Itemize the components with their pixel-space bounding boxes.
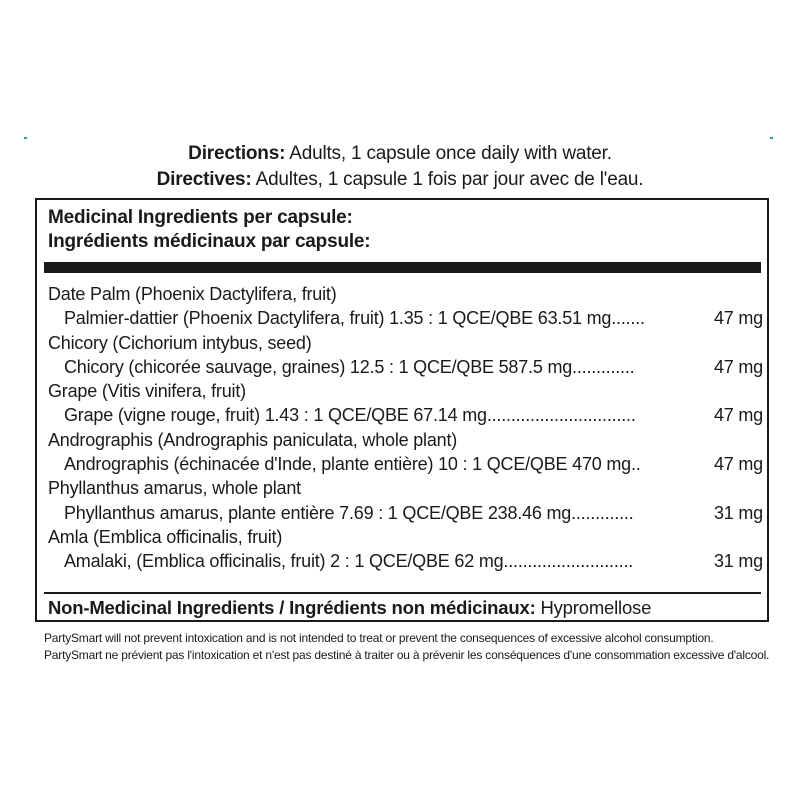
disclaimer-fr: PartySmart ne prévient pas l'intoxication et n'est pas destiné à traiter ou à prévenir les conséquences d'une consommation excessive d'alcool. bbox=[44, 648, 770, 662]
ingredient-desc: Grape (vigne rouge, fruit) 1.43 : 1 QCE/QBE 67.14 mg............................... bbox=[64, 405, 636, 426]
ingredient-amount: 31 mg bbox=[713, 551, 763, 572]
list-item bbox=[48, 379, 763, 428]
directions-fr-label: Directives: bbox=[156, 169, 252, 190]
ingredient-desc: Amalaki, (Emblica officinalis, fruit) 2 : 1 QCE/QBE 62 mg........................... bbox=[64, 551, 634, 572]
ingredient-desc: Andrographis (échinacée d'Inde, plante entière) 10 : 1 QCE/QBE 470 mg.. bbox=[64, 454, 641, 475]
ingredient-detail bbox=[48, 403, 763, 427]
list-item bbox=[48, 282, 763, 331]
disclaimer bbox=[44, 630, 774, 664]
directions-en-text: Adults, 1 capsule once daily with water. bbox=[285, 143, 612, 164]
ingredient-name: Date Palm (Phoenix Dactylifera, fruit) bbox=[48, 284, 337, 304]
ingredient-name: Amla (Emblica officinalis, fruit) bbox=[48, 526, 283, 547]
list-item bbox=[48, 428, 763, 477]
heading-fr: Ingrédients médicinaux par capsule: bbox=[48, 231, 371, 252]
ingredient-name: Phyllanthus amarus, whole plant bbox=[48, 478, 301, 499]
directions-en bbox=[0, 142, 800, 166]
directions-fr-text: Adultes, 1 capsule 1 fois par jour avec de l'eau. bbox=[251, 169, 644, 190]
directions-en-label: Directions: bbox=[188, 143, 286, 164]
corner-mark-right bbox=[770, 137, 773, 139]
directions-fr bbox=[0, 168, 800, 192]
non-medicinal-label: Non-Medicinal Ingredients / Ingrédients non médicinaux: bbox=[48, 597, 536, 618]
ingredient-detail bbox=[48, 501, 763, 525]
ingredient-name: Chicory (Cichorium intybus, seed) bbox=[48, 332, 312, 353]
ingredient-amount: 47 mg bbox=[713, 405, 763, 426]
ingredient-name: Grape (Vitis vinifera, fruit) bbox=[48, 381, 246, 402]
ingredients-panel bbox=[35, 198, 769, 622]
thick-divider bbox=[44, 262, 761, 273]
ingredient-detail bbox=[48, 452, 763, 476]
disclaimer-en: PartySmart will not prevent intoxication and is not intended to treat or prevent the consequences of excessive alcohol consumption. bbox=[44, 631, 714, 645]
ingredient-detail bbox=[48, 355, 763, 379]
non-medicinal-ingredients bbox=[48, 596, 651, 620]
ingredient-amount: 47 mg bbox=[713, 454, 763, 475]
ingredient-desc: Chicory (chicorée sauvage, graines) 12.5 : 1 QCE/QBE 587.5 mg............. bbox=[64, 356, 635, 377]
list-item bbox=[48, 331, 763, 380]
heading-en: Medicinal Ingredients per capsule: bbox=[48, 207, 353, 228]
ingredient-amount: 47 mg bbox=[713, 308, 763, 329]
ingredient-amount: 31 mg bbox=[713, 502, 763, 523]
ingredient-amount: 47 mg bbox=[713, 356, 763, 377]
list-item bbox=[48, 525, 763, 574]
non-medicinal-value: Hypromellose bbox=[535, 597, 652, 618]
panel-heading bbox=[48, 206, 370, 254]
thin-divider bbox=[44, 592, 761, 594]
ingredient-list bbox=[48, 282, 763, 574]
ingredient-detail bbox=[48, 306, 763, 330]
list-item bbox=[48, 476, 763, 525]
ingredient-desc: Phyllanthus amarus, plante entière 7.69 : 1 QCE/QBE 238.46 mg............. bbox=[64, 502, 634, 523]
ingredient-name: Andrographis (Andrographis paniculata, whole plant) bbox=[48, 429, 458, 450]
ingredient-detail bbox=[48, 549, 763, 573]
ingredient-desc: Palmier-dattier (Phoenix Dactylifera, fruit) 1.35 : 1 QCE/QBE 63.51 mg....... bbox=[64, 308, 645, 329]
corner-mark-left bbox=[24, 137, 27, 139]
